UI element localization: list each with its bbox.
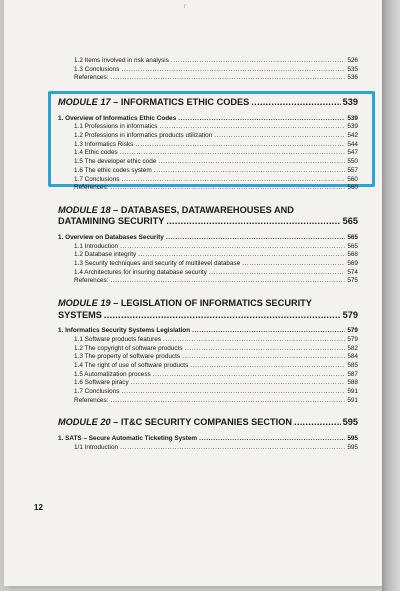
module-page: 565 <box>342 216 358 227</box>
page-edge <box>382 0 400 591</box>
toc-entry: 1.2 Items involved in risk analysis ..... 526 <box>58 57 358 66</box>
toc-section: 1. Overview on Databases Security ..... 565 <box>58 234 358 243</box>
toc-entry: 1.5 Automatization process ..... 587 <box>58 371 358 380</box>
toc-entry: 1.6 The ethic codes system ..... 557 <box>58 167 358 176</box>
toc-entry: References: ..... 560 <box>58 184 358 193</box>
scan-mark: r <box>184 4 186 10</box>
module-title-cont: DATAMINING SECURITY <box>58 216 165 227</box>
toc-section: 1. Informatics Security Systems Legislation ..... 579 <box>58 327 358 336</box>
toc-entry: 1.1 Introduction ..... 565 <box>58 243 358 252</box>
page-number: 12 <box>34 503 43 512</box>
toc-entry: 1.5 The developer ethic code ..... 550 <box>58 158 358 167</box>
toc-entry: 1.2 Professions in informatics products utilization ..... 542 <box>58 132 358 141</box>
module-page: 539 <box>342 97 358 108</box>
module-page: 579 <box>342 309 358 320</box>
toc-entry: 1.2 The copyright of software products ..... 582 <box>58 345 358 354</box>
toc-section: 1. Overview of Informatics Ethic Codes ..... 539 <box>58 115 358 124</box>
module-heading <box>58 298 358 321</box>
toc-entry: 1.3 Security techniques and security of multilevel database ..... 569 <box>58 260 358 269</box>
module-number: MODULE 18 <box>58 204 111 215</box>
toc-entry: 1.3 Conclusions ..... 535 <box>58 66 358 75</box>
toc-entry: 1.6 Software piracy ..... 588 <box>58 379 358 388</box>
toc-entry: References: ..... 575 <box>58 277 358 286</box>
module-number: MODULE 19 <box>58 298 111 309</box>
module-title: – LEGISLATION OF INFORMATICS SECURITY <box>113 298 312 309</box>
toc-entry: 1.3 The property of software products ..... 584 <box>58 353 358 362</box>
toc-entry: 1.4 Ethic codes ..... 547 <box>58 149 358 158</box>
toc-section: 1. SATS – Secure Automatic Ticketing System ..... 595 <box>58 435 358 444</box>
toc-entry: References: ..... 591 <box>58 397 358 406</box>
module-title: – DATABASES, DATAWAREHOUSES AND <box>113 204 294 215</box>
toc-entry: 1.7 Conclusions ..... 560 <box>58 176 358 185</box>
toc-entry: 1.1 Software products features ..... 579 <box>58 336 358 345</box>
toc-entry: 1.7 Conclusions ..... 591 <box>58 388 358 397</box>
toc-entry: 1.4 Architectures for insuring database security ..... 574 <box>58 269 358 278</box>
module-page: 595 <box>342 417 358 428</box>
module-heading <box>58 97 358 109</box>
toc-entry: 1.2 Database integrity ..... 568 <box>58 251 358 260</box>
module-title: – IT&C SECURITY COMPANIES SECTION <box>113 417 292 428</box>
toc-entry: 1.4 The right of use of software products ..... 585 <box>58 362 358 371</box>
book-page <box>4 0 382 586</box>
module-title: – INFORMATICS ETHIC CODES <box>113 97 250 108</box>
module-heading <box>58 205 358 228</box>
toc-entry: 1.1 Professions in informatics ..... 539 <box>58 123 358 132</box>
module-title-cont: SYSTEMS <box>58 309 102 320</box>
toc-entry: References: ..... 536 <box>58 74 358 83</box>
table-of-contents <box>58 57 358 452</box>
module-number: MODULE 17 <box>58 97 111 108</box>
toc-entry: 1/1 Introduction ..... 595 <box>58 444 358 453</box>
module-number: MODULE 20 <box>58 417 111 428</box>
toc-entry: 1.3 Informatics Risks ..... 544 <box>58 141 358 150</box>
module-heading <box>58 417 358 429</box>
